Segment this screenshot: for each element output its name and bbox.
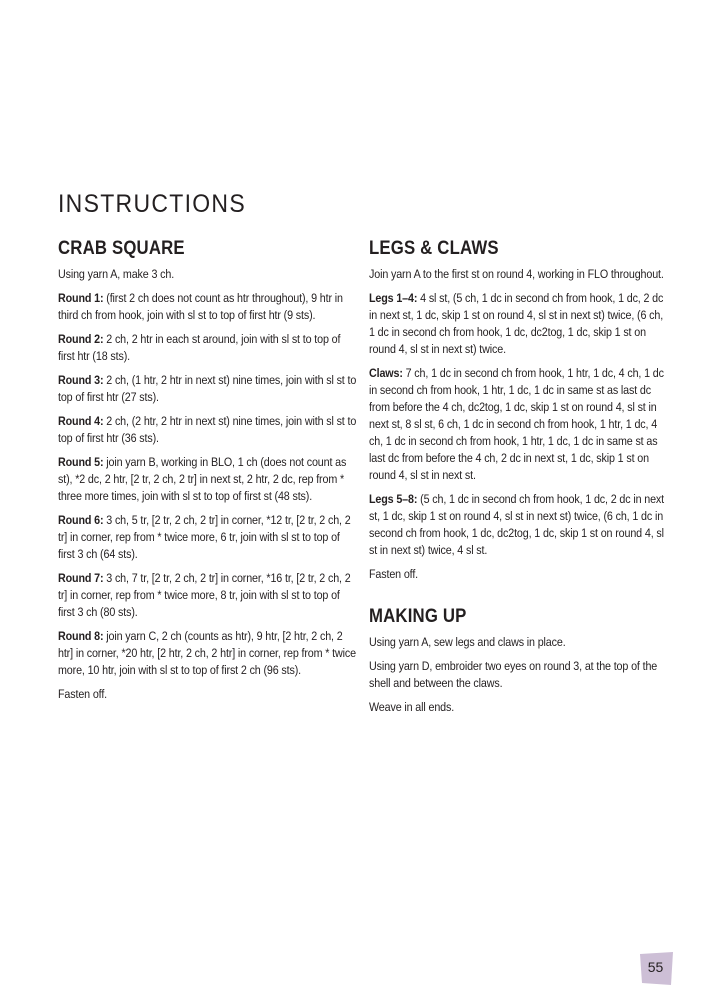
instruction-paragraph: Weave in all ends. bbox=[369, 700, 455, 714]
left-column bbox=[58, 236, 358, 710]
instruction-paragraph: Round 5: join yarn B, working in BLO, 1 ch (does not count as st), *2 dc, 2 htr, [2 tr, 2 ch, 2 tr] in next st, 2 htr, 2 dc, rep from * three more times, join with sl st to top of first st (48 sts). bbox=[58, 455, 347, 503]
page-heading: INSTRUCTIONS bbox=[58, 190, 246, 218]
page-number-tab bbox=[640, 952, 673, 985]
legs-claws-title: LEGS & CLAWS bbox=[369, 237, 499, 259]
making-up-instructions bbox=[369, 634, 669, 716]
instruction-paragraph: Join yarn A to the first st on round 4, working in FLO throughout. bbox=[369, 267, 664, 281]
crab-square-title: CRAB SQUARE bbox=[58, 237, 185, 259]
making-up-title: MAKING UP bbox=[369, 605, 467, 627]
instruction-paragraph: Round 1: (first 2 ch does not count as htr throughout), 9 htr in third ch from hook, join with sl st to top of first htr (9 sts). bbox=[58, 291, 343, 322]
instruction-paragraph: Claws: 7 ch, 1 dc in second ch from hook, 1 htr, 1 dc, 4 ch, 1 dc in second ch from hook, 1 htr, 1 dc, 1 dc in same st as last dc from before the 4 ch, dc2tog, 1 dc, skip 1 st on round 4, sl st in next st, 8 sl st, 6 ch, 1 dc in second ch from hook, 1 htr, 1 dc, 4 ch, 1 dc in second ch from hook, 1 htr, 1 dc, 1 dc in same st as last dc from before the 4 ch, 2 dc in next st, 1 dc, skip 1 st on round 4, sl st in next st. bbox=[369, 366, 664, 482]
instruction-paragraph: Legs 1–4: 4 sl st, (5 ch, 1 dc in second ch from hook, 1 dc, 2 dc in next st, 1 dc, skip 1 st on round 4, sl st in next st) twice, (6 ch, 1 dc in second ch from hook, 1 dc, dc2tog, 1 dc, skip 1 st on round 4, sl st in next st) twice. bbox=[369, 291, 664, 356]
instruction-paragraph: Legs 5–8: (5 ch, 1 dc in second ch from hook, 1 dc, 2 dc in next st, 1 dc, skip 1 st on round 4, sl st in next st) twice, (6 ch, 1 dc in second ch from hook, 1 dc, dc2tog, 1 dc, skip 1 st on round 4, sl st in next st) twice, 4 sl st. bbox=[369, 492, 664, 557]
instruction-paragraph: Round 2: 2 ch, 2 htr in each st around, join with sl st to top of first htr (18 sts). bbox=[58, 332, 341, 363]
instruction-paragraph: Round 8: join yarn C, 2 ch (counts as htr), 9 htr, [2 htr, 2 ch, 2 htr] in corner, *20 htr, [2 htr, 2 ch, 2 htr] in corner, rep from * twice more, 10 htr, join with sl st to top of first 2 ch (96 sts). bbox=[58, 629, 356, 677]
legs-claws-instructions bbox=[369, 266, 669, 583]
instruction-paragraph: Using yarn A, make 3 ch. bbox=[58, 267, 175, 281]
instruction-paragraph: Round 3: 2 ch, (1 htr, 2 htr in next st) nine times, join with sl st to top of first htr (27 sts). bbox=[58, 373, 357, 404]
right-column bbox=[369, 236, 669, 723]
crab-square-instructions bbox=[58, 266, 358, 703]
instruction-paragraph: Using yarn A, sew legs and claws in place. bbox=[369, 635, 566, 649]
page-number: 55 bbox=[647, 959, 664, 975]
instruction-paragraph: Round 4: 2 ch, (2 htr, 2 htr in next st) nine times, join with sl st to top of first htr (36 sts). bbox=[58, 414, 357, 445]
instruction-paragraph: Round 7: 3 ch, 7 tr, [2 tr, 2 ch, 2 tr] in corner, *16 tr, [2 tr, 2 ch, 2 tr] in corner, rep from * twice more, 8 tr, join with sl st to top of first 3 ch (80 sts). bbox=[58, 571, 351, 619]
instruction-paragraph: Fasten off. bbox=[58, 687, 108, 701]
instruction-paragraph: Round 6: 3 ch, 5 tr, [2 tr, 2 ch, 2 tr] in corner, *12 tr, [2 tr, 2 ch, 2 tr] in corner, rep from * twice more, 6 tr, join with sl st to top of first 3 ch (64 sts). bbox=[58, 513, 351, 561]
instruction-paragraph: Fasten off. bbox=[369, 567, 419, 581]
instruction-paragraph: Using yarn D, embroider two eyes on round 3, at the top of the shell and between the claws. bbox=[369, 659, 658, 690]
